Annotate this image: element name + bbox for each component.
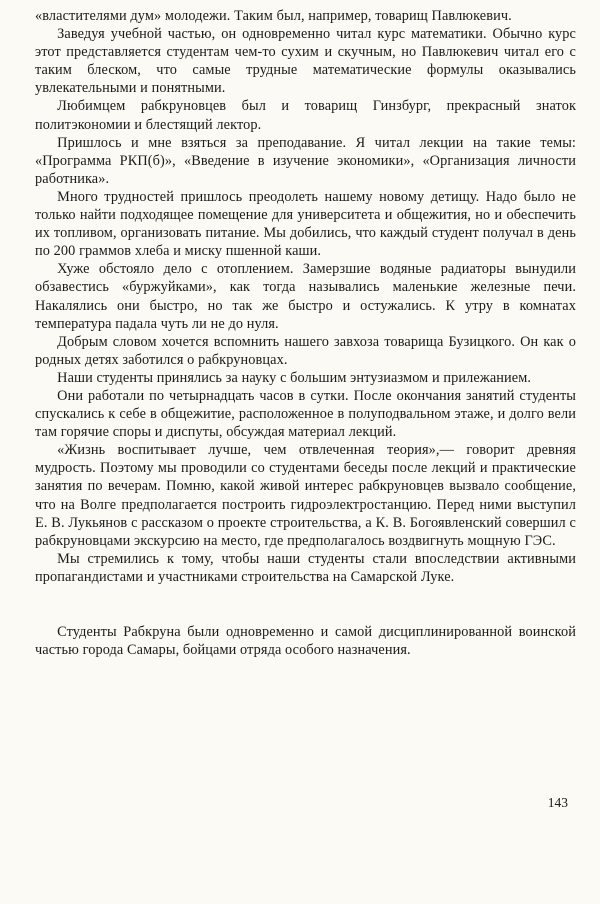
paragraph-7: Добрым словом хочется вспомнить нашего завхоза товарища Бузицкого. Он как о родных детях заботился о рабкруновцах. bbox=[35, 333, 576, 368]
text-block bbox=[35, 7, 576, 659]
paragraph-11: Мы стремились к тому, чтобы наши студенты стали впоследствии активными пропагандистами и участниками строительства на Самарской Луке. bbox=[35, 550, 576, 585]
paragraph-3: Любимцем рабкруновцев был и товарищ Гинзбург, прекрасный знаток политэкономии и блестящий лектор. bbox=[35, 98, 576, 133]
paragraph-2: Заведуя учебной частью, он одновременно читал курс математики. Обычно курс этот представляется студентам чем-то сухим и скучным, но Павлюкевич читал его с таким блеском, что самые трудные математические формулы оказывались увлекательными и понятными. bbox=[35, 26, 576, 97]
paragraph-8: Наши студенты принялись за науку с большим энтузиазмом и прилежанием. bbox=[57, 369, 532, 386]
paragraph-6: Хуже обстояло дело с отоплением. Замерзшие водяные радиаторы вынудили обзавестись «буржуйками», как тогда назывались маленькие железные печи. Накалялись они быстро, но так же быстро и остужались. К утру в комнатах температура падала чуть ли не до нуля. bbox=[35, 261, 576, 332]
paragraph-12: Студенты Рабкруна были одновременно и самой дисциплинированной воинской частью города Самары, бойцами отряда особого назначения. bbox=[35, 624, 576, 659]
paragraph-1: «властителями дум» молодежи. Таким был, например, товарищ Павлюкевич. bbox=[35, 8, 512, 24]
paragraph-10: «Жизнь воспитывает лучше, чем отвлеченная теория»,— говорит древняя мудрость. Поэтому мы проводили со студентами беседы после лекций и практические занятия по вечерам. Помню, какой живой интерес рабкруновцев вызвало сообщение, что на Волге предполагается построить гидроэлектростанцию. Перед ними выступил Е. В. Лукьянов с рассказом о проекте строительства, а К. В. Богоявленский совершил с рабкруновцами экскурсию на место, где предполагалось воздвигнуть мощную ГЭС. bbox=[35, 442, 576, 549]
paragraph-4: Пришлось и мне взяться за преподавание. Я читал лекции на такие темы: «Программа РКП(б)», «Введение в изучение экономики», «Организация личности работника». bbox=[35, 134, 576, 187]
page-number: 143 bbox=[547, 795, 568, 810]
paragraph-9: Они работали по четырнадцать часов в сутки. После окончания занятий студенты спускались к себе в общежитие, расположенное в полуподвальном этаже, и долго вели там горячие споры и диспуты, обсуждая материал лекций. bbox=[35, 387, 576, 441]
paragraph-5: Много трудностей пришлось преодолеть нашему новому детищу. Надо было не только найти подходящее помещение для университета и общежития, но и обеспечить их топливом, организовать питание. Мы добились, что каждый студент получал в день по 200 граммов хлеба и миску пшенной каши. bbox=[35, 188, 576, 260]
